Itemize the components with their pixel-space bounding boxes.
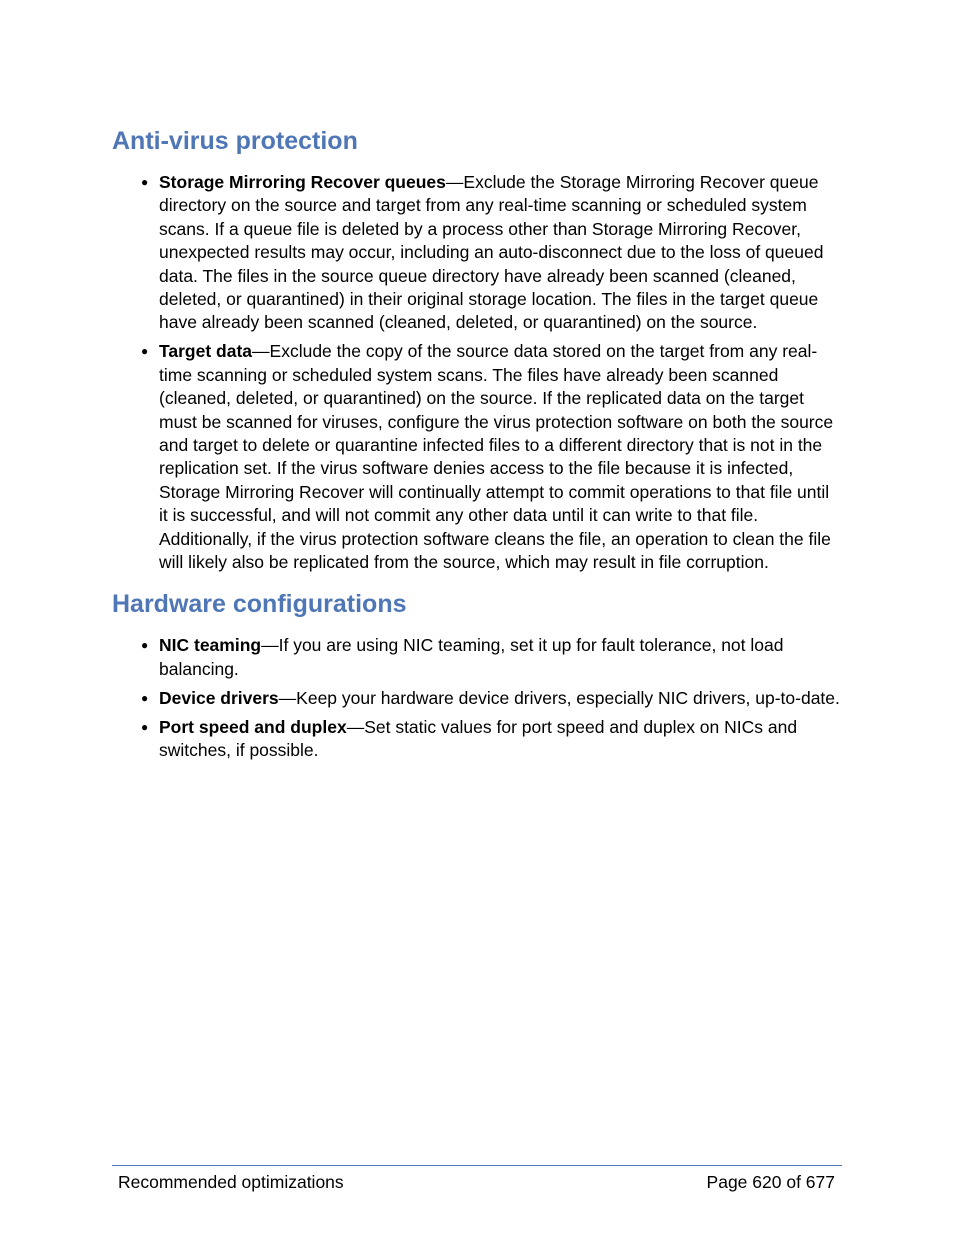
page-content: [112, 122, 842, 768]
hardware-list: [112, 634, 842, 762]
item-text: —Set static values for port speed and duplex on NICs and switches, if possible.: [159, 716, 798, 761]
list-item: [112, 716, 842, 763]
list-item: [112, 340, 842, 574]
list-item: [112, 634, 842, 681]
item-term: Device drivers: [159, 687, 279, 708]
item-text: —If you are using NIC teaming, set it up for fault tolerance, not load balancing.: [159, 635, 784, 679]
footer-divider: [112, 1165, 842, 1166]
item-term: NIC teaming: [159, 635, 262, 656]
item-text: —Keep your hardware device drivers, especially NIC drivers, up-to-date.: [278, 687, 840, 708]
bullet-icon: ●: [141, 690, 149, 705]
bullet-icon: ●: [141, 175, 149, 189]
section-heading-anti-virus: Anti-virus protection: [112, 127, 358, 155]
footer-page-number: Page 620 of 677: [706, 1172, 835, 1192]
item-term: Port speed and duplex: [159, 716, 347, 737]
section-heading-hardware: Hardware configurations: [112, 590, 407, 619]
bullet-icon: ●: [141, 344, 149, 359]
item-term: Storage Mirroring Recover queues: [159, 172, 446, 192]
footer-section-title: Recommended optimizations: [118, 1172, 344, 1192]
bullet-icon: ●: [141, 719, 149, 734]
list-item: [112, 171, 842, 335]
item-text: —Exclude the copy of the source data stored on the target from any real-time scanning or scheduled system scans. The files have already been scanned (cleaned, deleted, or quarantined) on the source. If the replicated data on the target must be scanned for viruses, configure the virus protection software on both the source and target to delete or quarantine infected files to a different directory that is not in the replication set. If the virus software denies access to the file because it is infected, Storage Mirroring Recover will continually attempt to commit operations to that file until it is successful, and will not commit any other data until it can write to that file. Additionally, if the virus protection software cleans the file, an operation to clean the file will likely also be replicated from the source, which may result in file corruption.: [159, 341, 834, 572]
item-term: Target data: [159, 341, 253, 362]
list-item: [112, 687, 842, 710]
anti-virus-list: [112, 171, 842, 574]
item-text: —Exclude the Storage Mirroring Recover queue directory on the source and target from any real-time scanning or scheduled system scans. If a queue file is deleted by a process other than Storage Mirroring Recover, unexpected results may occur, including an auto-disconnect due to the loss of queued data. The files in the source queue directory have already been scanned (cleaned, deleted, or quarantined) in their original storage location. The files in the target queue have already been scanned (cleaned, deleted, or quarantined) on the source.: [159, 172, 824, 333]
bullet-icon: ●: [141, 638, 149, 653]
